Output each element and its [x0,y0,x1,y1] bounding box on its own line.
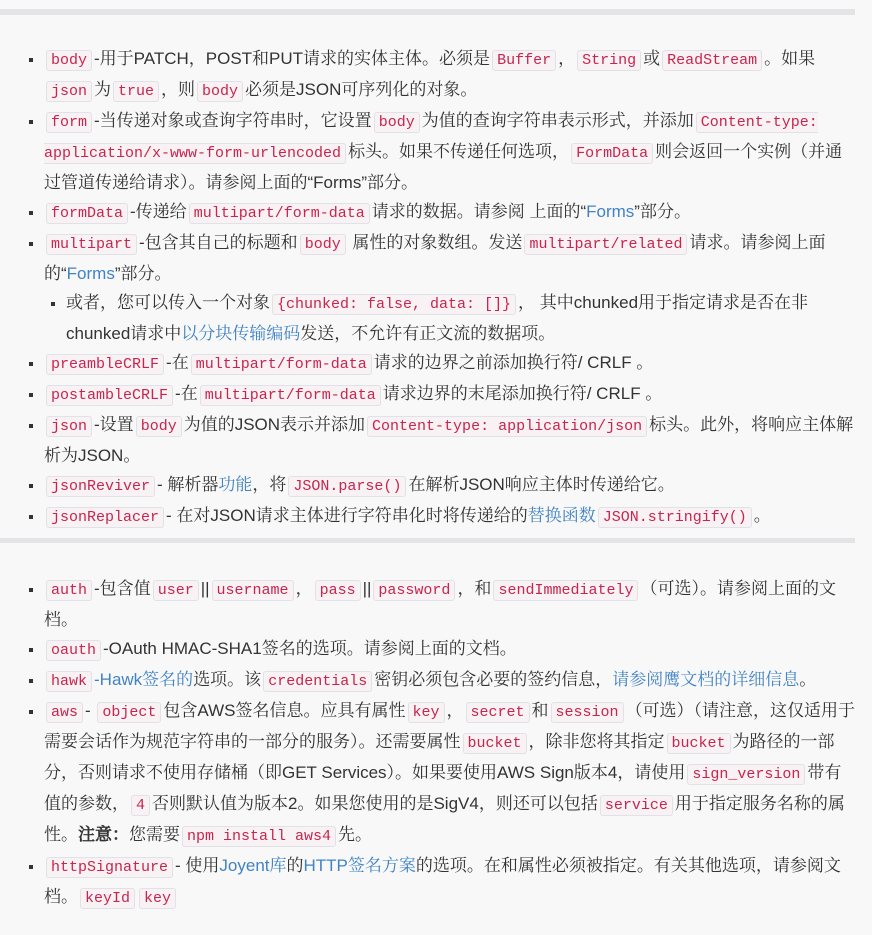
section-divider [0,538,855,543]
text: 和 [531,701,549,720]
inline-code: body [136,416,182,437]
list-item [44,228,856,348]
text: 属性的对象数组。发送 [347,233,523,252]
text: -在 [166,353,189,372]
text: 的选项。在和属性必须被指定。有关其他选项，请参阅文档。 [44,856,841,906]
link[interactable]: Forms [66,264,115,283]
inline-code: sendImmediately [493,580,638,601]
list-item [44,470,856,501]
text: ”部分。 [114,264,172,283]
inline-code: postambleCRLF [46,385,173,406]
text: -包含其自己的标题和 [139,233,298,252]
link[interactable]: HTTP签名方案 [303,856,416,875]
inline-code: multipart [46,234,137,255]
inline-code: 4 [131,795,150,816]
inline-code: multipart/form-data [189,203,370,224]
list-item [44,410,856,470]
text: 请求。请参阅上面的“ [44,233,826,283]
list-item [44,696,856,851]
inline-code: user [153,580,199,601]
inline-code: password [373,580,455,601]
text: 或 [643,49,661,68]
inline-code: {chunked: false, data: []} [272,294,516,315]
text: - 解析器 [157,475,219,494]
inline-code: preambleCRLF [46,354,164,375]
text: 或者，您可以传入一个对象 [66,293,270,312]
inline-code: service [600,795,673,816]
text: 为值的查询字符串表示形式，并添加 [421,111,694,130]
inline-code: object [97,702,161,723]
text: ， [295,579,313,598]
inline-code: true [113,81,159,102]
text: ，和 [457,579,492,598]
list-item [66,288,856,348]
text: 为 [94,80,112,99]
link[interactable]: 替换函数 [527,506,596,525]
text: 标头。此外，将响应主体解析为JSON。 [44,415,854,465]
list-item [44,379,856,410]
inline-code: credentials [263,671,372,692]
inline-code: Content-type: application/json [367,416,647,437]
inline-code: key [408,702,445,723]
nested-list [44,288,856,348]
inline-code: multipart/related [524,234,687,255]
inline-code: FormData [571,143,653,164]
text: 密钥必须包含必要的签约信息， [374,670,613,689]
inline-code: JSON.stringify() [598,507,752,528]
text: - 在对JSON请求主体进行字符串化时将传递给的 [166,506,528,525]
link[interactable]: 请参阅鹰文档的详细信息 [612,670,800,689]
request-options-list [22,44,856,532]
text: ， [446,701,464,720]
text: - [85,701,96,720]
link[interactable]: 功能 [218,475,253,494]
text: ，除非您将其指定 [528,732,665,751]
text: -设置 [94,415,134,434]
inline-code: aws [46,702,83,723]
inline-code: keyId [80,888,135,909]
text: 带有值的参数， [44,763,842,813]
auth-options-list [22,574,856,913]
text: 先。 [338,825,373,844]
text: || [200,579,210,598]
inline-code: secret [466,702,530,723]
inline-code: oauth [46,640,101,661]
list-item [44,574,856,634]
text: 选项。该 [193,670,262,689]
text: 的 [286,856,304,875]
inline-code: ReadStream [662,50,762,71]
inline-code: username [212,580,294,601]
inline-code: sign_version [687,764,805,785]
inline-code: form [46,112,92,133]
text: ”部分。 [634,202,691,221]
text: 包含AWS签名信息。应具有属性 [163,701,406,720]
list-item [44,197,856,228]
list-item [44,851,856,913]
text: ， [558,49,576,68]
inline-code: npm install aws4 [182,826,336,847]
text: 。 [799,670,817,689]
text: -当传递对象或查询字符串时，它设置 [94,111,372,130]
text: ， 其中chunked用于指定请求是否在非chunked请求中 [66,293,809,343]
inline-code: multipart/form-data [191,354,372,375]
text: ，将 [252,475,287,494]
inline-code: Content-type: application/x-www-form-urlencoded [44,114,818,162]
inline-code: pass [315,580,361,601]
text: 则会返回一个实例（并通过管道传递给请求）。请参阅上面的“Forms”部分。 [44,142,843,192]
inline-code: session [551,702,624,723]
text: - 使用 [175,856,220,875]
list-item [44,106,856,197]
text: （可选）。请参阅上面的文档。 [44,579,836,629]
text: -包含值 [94,579,151,598]
text: -在 [175,384,198,403]
text: 请求的数据。请参阅 上面的“ [371,202,587,221]
list-item [44,44,856,106]
text: 为值的JSON表示并添加 [183,415,366,434]
inline-code: multipart/form-data [200,385,381,406]
text: || [362,579,372,598]
text: ，则 [161,80,196,99]
inline-code: body [46,50,92,71]
link[interactable]: Forms [586,202,635,221]
inline-code: auth [46,580,92,601]
text: 请求边界的末尾添加换行符/ CRLF 。 [382,384,663,403]
list-item [44,501,856,532]
inline-code: body [374,112,420,133]
inline-code: httpSignature [46,857,173,878]
inline-code: body [300,234,346,255]
inline-code: json [46,416,92,437]
list-item [44,634,856,665]
inline-code: bucket [463,733,527,754]
text: -传递给 [130,202,187,221]
bold-text: 注意： [78,825,129,844]
inline-code: Buffer [492,50,556,71]
inline-code: jsonReplacer [46,507,164,528]
inline-code: bucket [667,733,731,754]
inline-code: key [139,888,176,909]
text: 您需要 [129,825,180,844]
link[interactable]: -Hawk签名的 [94,670,194,689]
inline-code: String [577,50,641,71]
list-item [44,665,856,696]
inline-code: json [46,81,92,102]
link[interactable]: Joyent库 [219,856,287,875]
text: 用于指定服务名称的属性。 [44,794,845,844]
text: 标头。如果不传递任何选项， [348,142,570,161]
text: -OAuth HMAC-SHA1签名的选项。请参阅上面的文档。 [103,639,517,658]
text: 为路径的一部分，否则请求不使用存储桶（即GET Services）。如果要使用AWS Sign版本4，请使用 [44,732,835,782]
link[interactable]: 以分块传输编码 [181,324,301,343]
text: （可选）（请注意，这仅适用于需要会话作为规范字符串的一部分的服务）。还需要属性 [44,701,856,751]
text: 否则默认值为版本2。如果您使用的是SigV4，则还可以包括 [152,794,598,813]
inline-code: jsonReviver [46,476,155,497]
text: 在解析JSON响应主体时传递给它。 [408,475,675,494]
text: 必须是JSON可序列化的对象。 [245,80,478,99]
inline-code: body [197,81,243,102]
list-item [44,348,856,379]
text: 。如果 [764,49,816,68]
top-divider [0,9,855,15]
text: -用于PATCH，POST和PUT请求的实体主体。必须是 [94,49,491,68]
text: 请求的边界之前添加换行符/ CRLF 。 [373,353,654,372]
inline-code: JSON.parse() [288,476,406,497]
text: 。 [753,506,771,525]
text: 发送，不允许有正文流的数据项。 [300,324,556,343]
inline-code: formData [46,203,128,224]
inline-code: hawk [46,671,92,692]
